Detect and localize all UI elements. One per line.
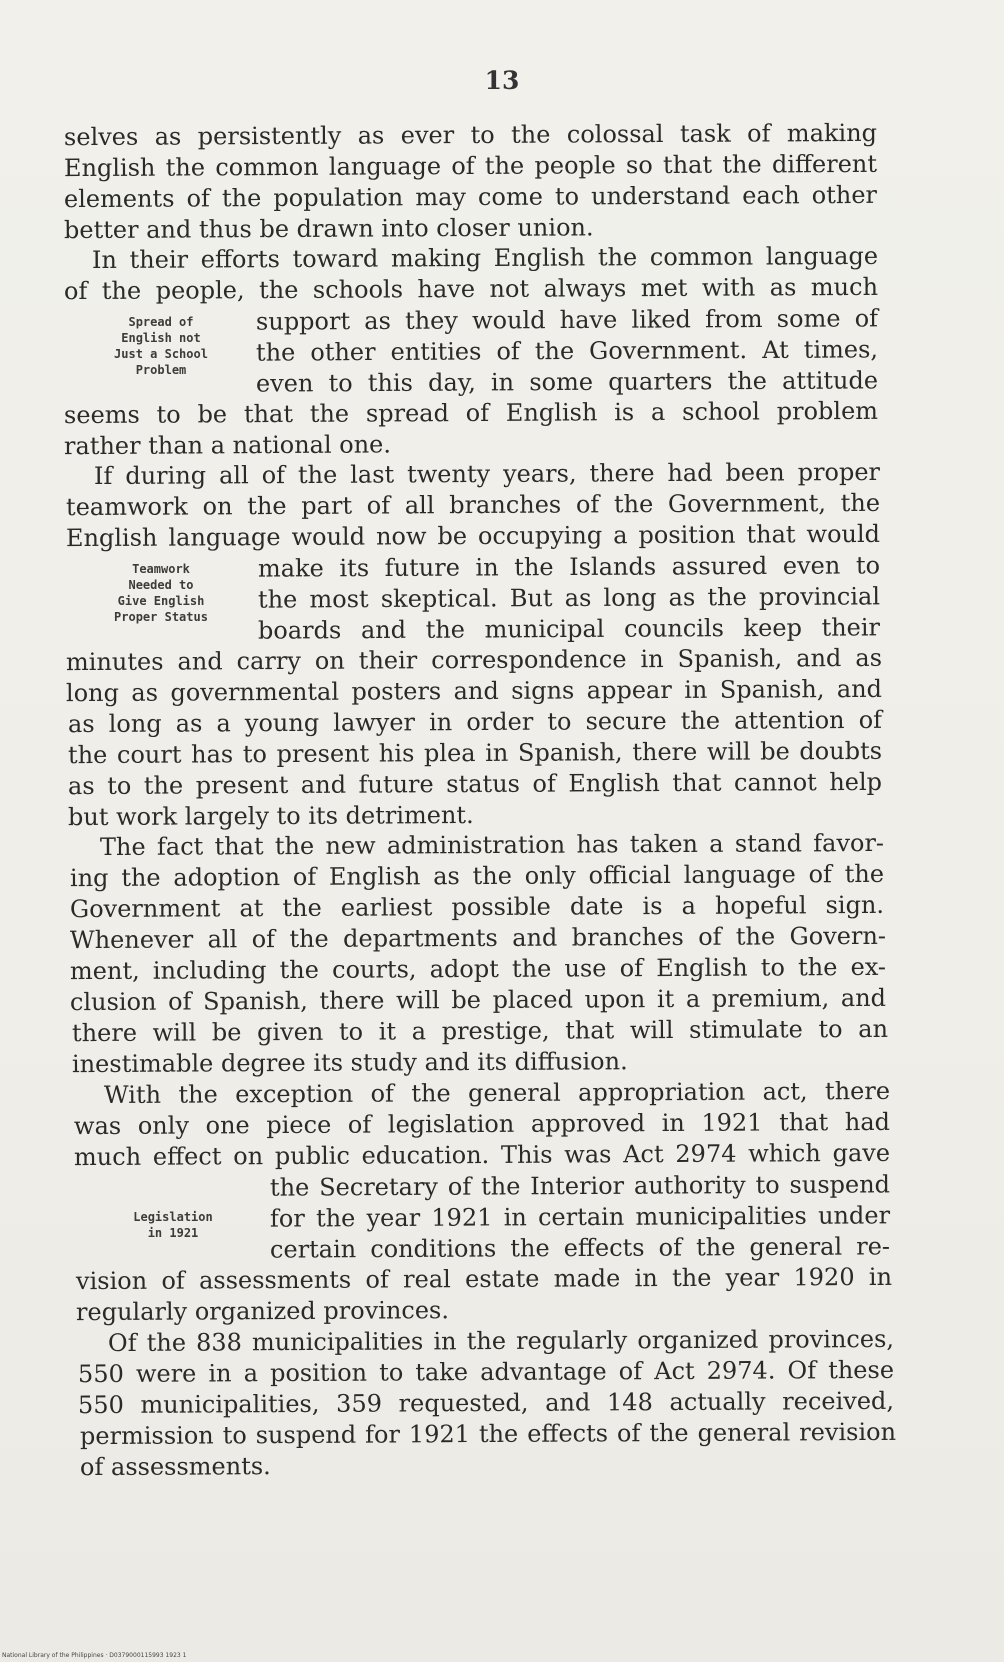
text-line: 550 were in a position to take advantage of Act 2974. Of these	[77, 1355, 895, 1389]
text-line: ing the adoption of English as the only official language of the	[69, 859, 885, 893]
text-line: minutes and carry on their correspondence in Spanish, and as	[65, 643, 883, 677]
text-line: seems to be that the spread of English is a school problem	[63, 396, 879, 430]
text-line: of assessments.	[79, 1452, 271, 1482]
text-line: ment, including the courts, adopt the use of English to the ex-	[69, 952, 887, 986]
text-line: of the people, the schools have not always met with as much	[63, 272, 879, 306]
text-line: clusion of Spanish, there will be placed upon it a premium, and	[69, 983, 887, 1017]
text-line: rather than a national one.	[63, 430, 392, 461]
text-line: was only one piece of legislation approved in 1921 that had	[73, 1107, 891, 1141]
text-line: permission to suspend for 1921 the effects of the general revision	[79, 1417, 897, 1451]
text-line: even to this day, in some quarters the attitude	[255, 366, 879, 398]
text-line: With the exception of the general appropriation act, there	[103, 1076, 891, 1110]
text-line: but work largely to its detriment.	[67, 801, 474, 832]
text-line: the court has to present his plea in Spanish, there will be doubts	[67, 736, 883, 770]
text-line: teamwork on the part of all branches of the Government, the	[65, 488, 881, 522]
text-line: English language would now be occupying a position that would	[65, 519, 881, 553]
text-line: If during all of the last twenty years, there had been proper	[93, 457, 881, 491]
text-line: English the common language of the people so that the different	[63, 149, 878, 183]
text-line: In their efforts toward making English the common language	[91, 241, 879, 275]
text-line: vision of assessments of real estate made in the year 1920 in	[75, 1262, 893, 1296]
text-line: selves as persistently as ever to the colossal task of making	[63, 118, 878, 152]
margin-note: Spread of English not Just a School Problem	[114, 315, 208, 377]
text-line: inestimable degree its study and its diffusion.	[71, 1047, 628, 1079]
text-line: elements of the population may come to understand each other	[63, 180, 878, 214]
text-line: much effect on public education. This was Act 2974 which gave	[73, 1138, 891, 1172]
text-line: make its future in the Islands assured even to	[257, 551, 881, 583]
text-line: boards and the municipal councils keep their	[257, 613, 881, 645]
text-line: Whenever all of the departments and branches of the Govern-	[69, 921, 887, 955]
text-line: for the year 1921 in certain municipalities under	[269, 1201, 891, 1233]
archive-footer: National Library of the Philippines · D0379000115993 1923 1	[2, 1652, 187, 1659]
text-line: support as they would have liked from some of	[255, 304, 879, 336]
text-line: Government at the earliest possible date is a hopeful sign.	[69, 890, 885, 924]
text-line: the other entities of the Government. At times,	[255, 335, 879, 367]
text-line: better and thus be drawn into closer union.	[63, 213, 594, 245]
margin-note: Teamwork Needed to Give English Proper Status	[114, 562, 208, 624]
text-line: as long as a young lawyer in order to secure the attention of	[67, 705, 883, 739]
text-line: the most skeptical. But as long as the provincial	[257, 582, 881, 614]
text-line: the Secretary of the Interior authority to suspend	[269, 1170, 891, 1202]
text-line: long as governmental posters and signs appear in Spanish, and	[65, 674, 883, 708]
text-line: regularly organized provinces.	[75, 1296, 450, 1327]
margin-note: Legislation in 1921	[133, 1210, 213, 1240]
text-line: Of the 838 municipalities in the regularly organized provinces,	[107, 1324, 895, 1358]
text-line: there will be given to it a prestige, that will stimulate to an	[71, 1014, 889, 1048]
text-line: certain conditions the effects of the general re-	[269, 1232, 891, 1264]
text-line: 550 municipalities, 359 requested, and 148 actually received,	[77, 1386, 895, 1420]
text-line: The fact that the new administration has taken a stand favor-	[99, 828, 885, 862]
text-line: as to the present and future status of English that cannot help	[67, 767, 883, 801]
page-number: 13	[484, 66, 520, 95]
